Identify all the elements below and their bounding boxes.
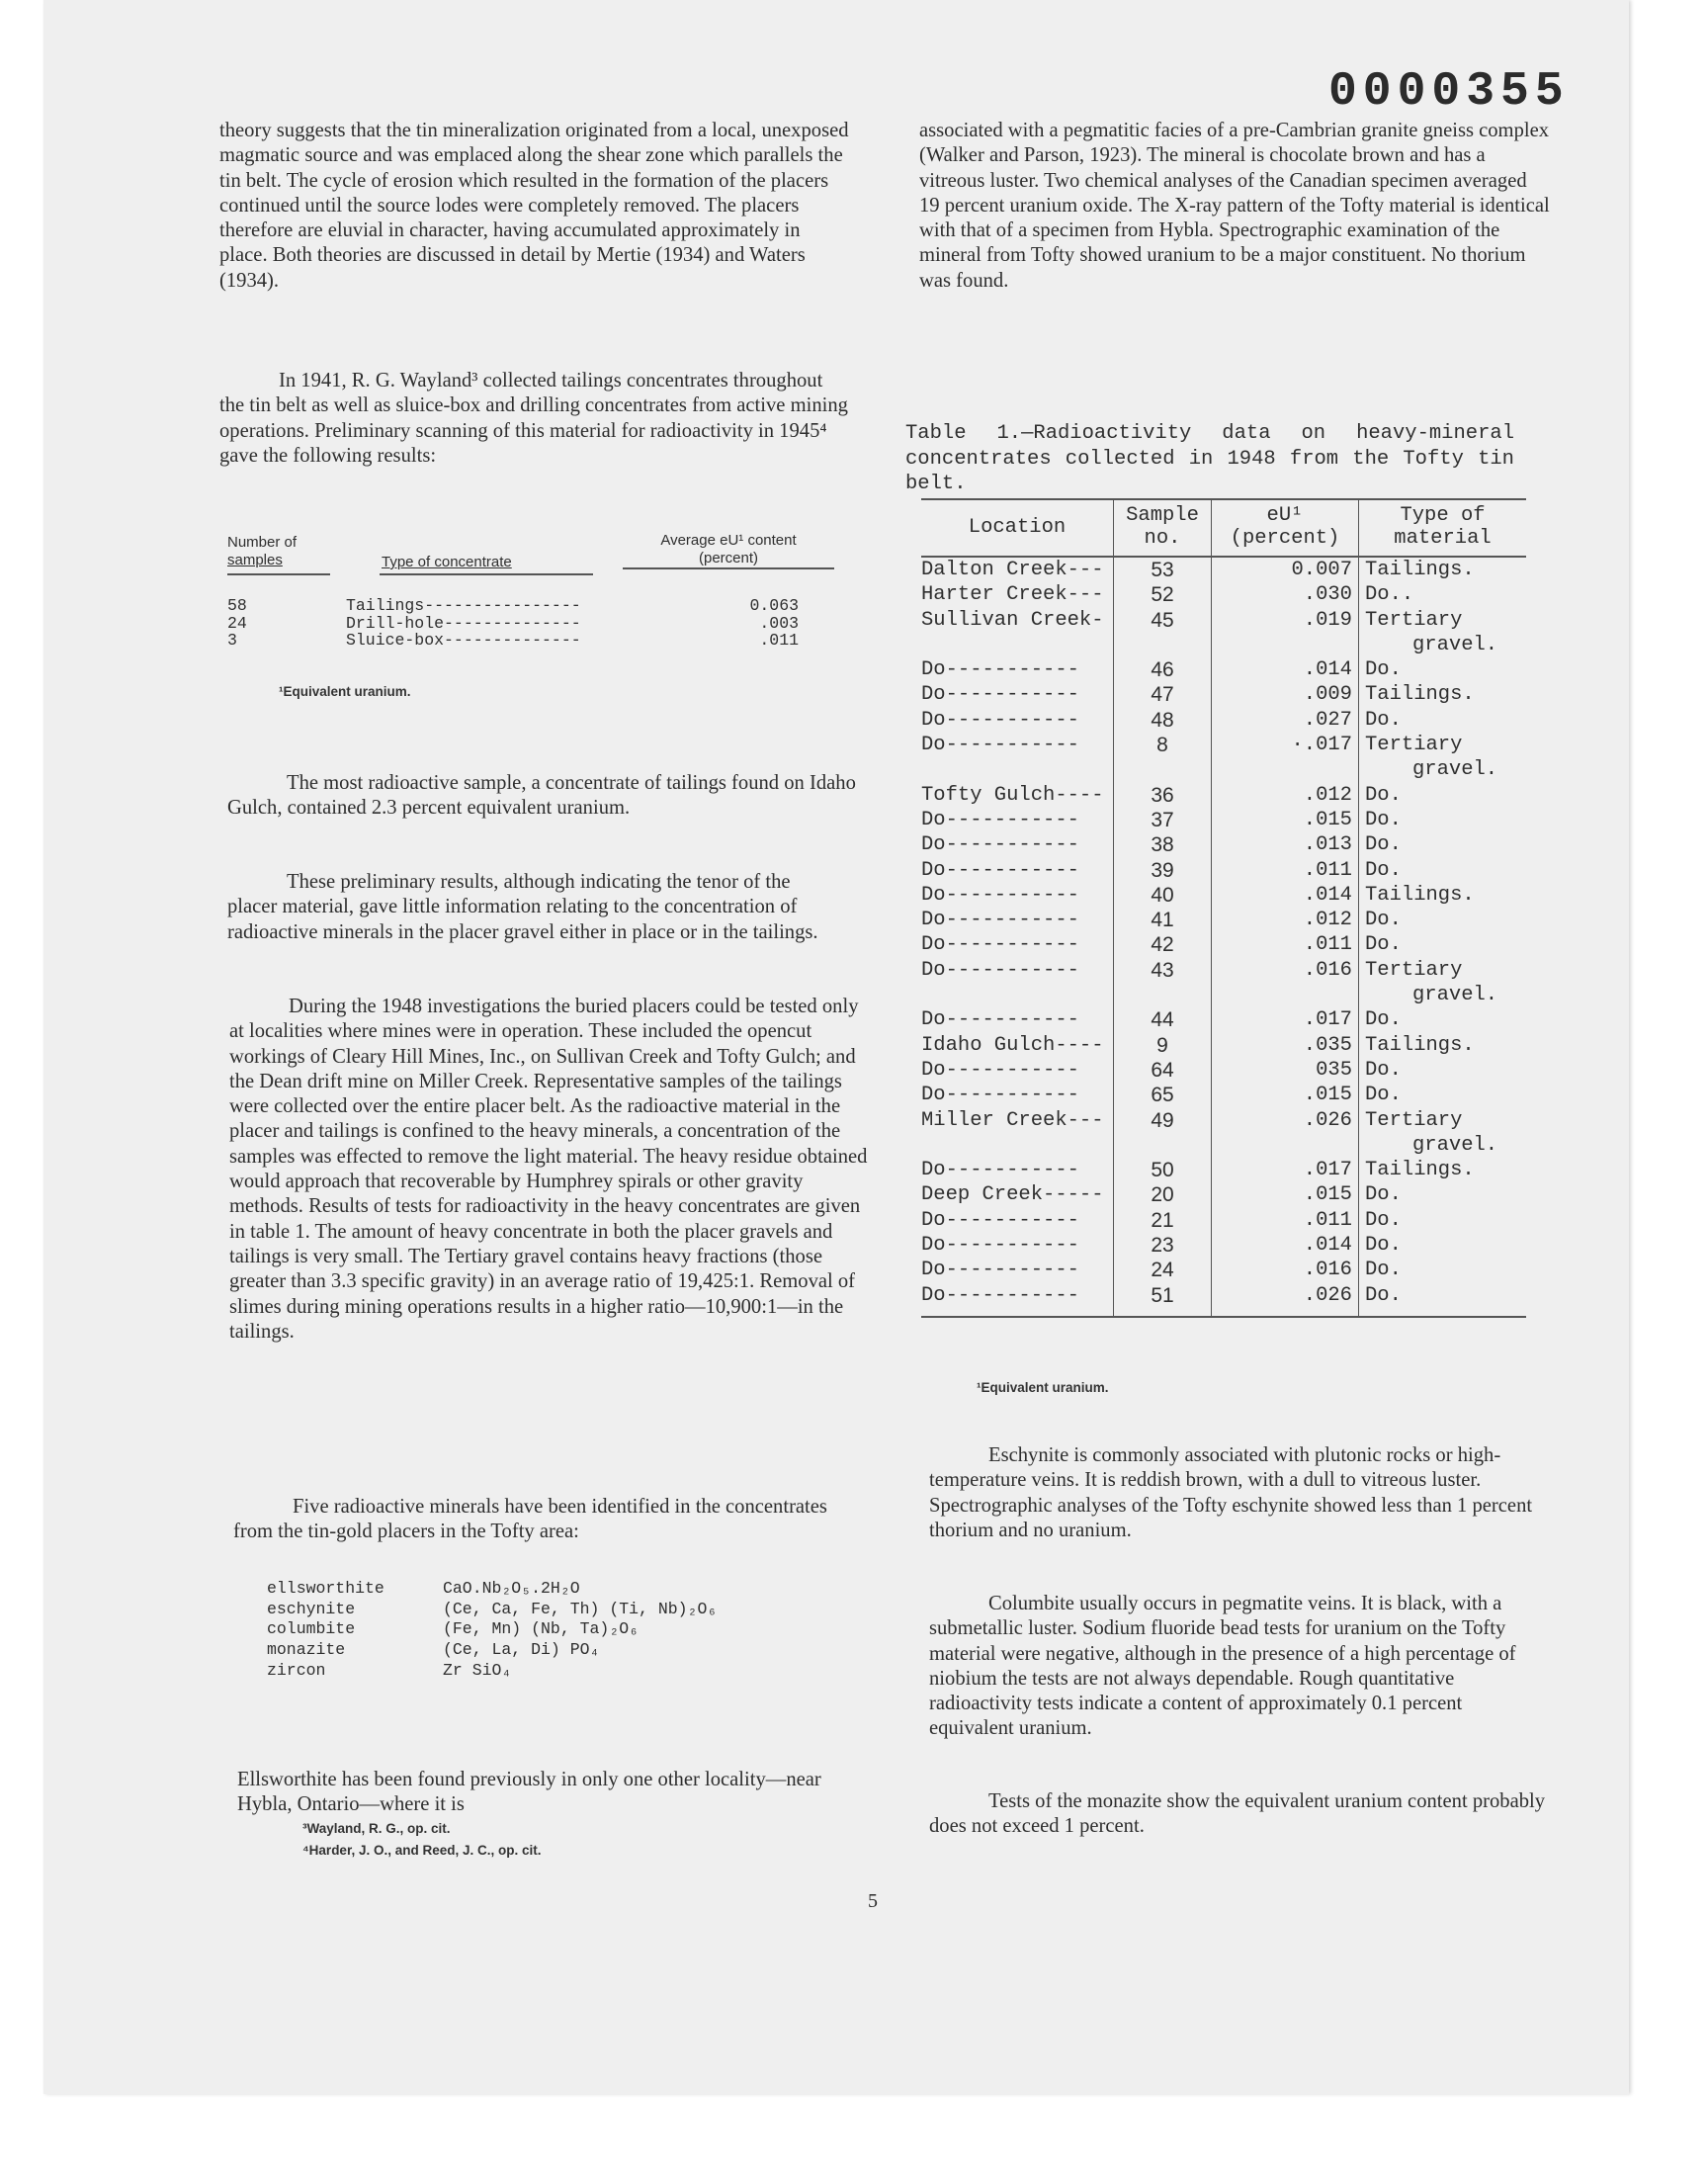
- table-1-radioactivity-data: [921, 498, 1526, 1318]
- table-cell-sample-no: 51: [1114, 1283, 1212, 1317]
- list-item: monazite (Ce, La, Di) PO₄: [267, 1640, 600, 1660]
- footnote-3: ³Wayland, R. G., op. cit.: [302, 1821, 451, 1836]
- table-cell-eu: .030: [1212, 582, 1359, 607]
- table-cell-location: Do-----------: [921, 1008, 1079, 1032]
- table-cell-location: Harter Creek---: [921, 583, 1104, 607]
- table-cell-location: Do-----------: [921, 1159, 1079, 1182]
- table-cell-eu: .015: [1212, 1182, 1359, 1207]
- table-row: [921, 1158, 1526, 1182]
- table-cell-type: Do.: [1359, 657, 1527, 682]
- table-cell-location: Do-----------: [921, 933, 1079, 957]
- table-cell-eu: .012: [1212, 908, 1359, 932]
- table-row: 58 Tailings---------------- 0.063: [227, 596, 799, 615]
- table-cell-sample-no: 46: [1114, 657, 1212, 682]
- table-cell-location: Do-----------: [921, 858, 1079, 882]
- table-cell-type: Do.: [1359, 1208, 1527, 1233]
- table-row: [921, 1033, 1526, 1058]
- table-row: [921, 832, 1526, 857]
- table-cell-sample-no: 43: [1114, 958, 1212, 1008]
- paragraph-pegmatitic: associated with a pegmatitic facies of a pre-Cambrian granite gneiss complex (Walker and Parson, 1923). The mineral is chocolate brown and has a vitreous luster. Two chemical analyses of the Canadian specimen averaged 19 percent uranium oxide. The X-ray pattern of the Tofty material is identical with that of a specimen from Hybla. Spectrographic examination of the mineral from Tofty showed uranium to be a major constituent. No thorium was found.: [919, 120, 1550, 292]
- table-cell-sample-no: 52: [1114, 582, 1212, 607]
- table-cell-sample-no: 45: [1114, 608, 1212, 658]
- table-cell-eu: .035: [1212, 1033, 1359, 1058]
- table-cell-location: Sullivan Creek-: [921, 608, 1104, 632]
- table-cell-type: Tertiary gravel.: [1359, 1108, 1527, 1159]
- table-row: [921, 908, 1526, 932]
- table-cell-location: Do-----------: [921, 708, 1079, 732]
- table-cell-eu: .014: [1212, 883, 1359, 908]
- table-cell-sample-no: 37: [1114, 808, 1212, 832]
- table-cell-eu: ·.017: [1212, 733, 1359, 783]
- table-cell-eu: .011: [1212, 1208, 1359, 1233]
- table-1-footnote: ¹Equivalent uranium.: [977, 1380, 1109, 1395]
- table-cell-location: Do-----------: [921, 1208, 1079, 1232]
- table-cell-type: Do.: [1359, 908, 1527, 932]
- table-cell-sample-no: 42: [1114, 932, 1212, 957]
- table-cell-eu: .027: [1212, 708, 1359, 733]
- table-cell-type: Tertiary gravel.: [1359, 608, 1527, 658]
- table-row: [921, 1007, 1526, 1032]
- table-row: [921, 557, 1526, 582]
- table-cell-location: Do-----------: [921, 1234, 1079, 1258]
- table-cell-location: Do-----------: [921, 909, 1079, 932]
- table-cell-eu: 035: [1212, 1058, 1359, 1083]
- column-header-type: Type of material: [1359, 499, 1527, 557]
- column-header-sample-no: Sample no.: [1114, 499, 1212, 557]
- table-cell-type: Do.: [1359, 1058, 1527, 1083]
- table-cell-type: Do.: [1359, 858, 1527, 883]
- table-cell-location: Do-----------: [921, 833, 1079, 857]
- table-cell-location: Tofty Gulch----: [921, 783, 1104, 807]
- table-cell-location: Do-----------: [921, 1259, 1079, 1282]
- table-cell-eu: .011: [1212, 858, 1359, 883]
- table-cell-type: Do.: [1359, 1083, 1527, 1107]
- table-row: [921, 783, 1526, 808]
- table-row: [921, 858, 1526, 883]
- table-cell-sample-no: 49: [1114, 1108, 1212, 1159]
- table-row: [921, 1283, 1526, 1317]
- table-cell-sample-no: 65: [1114, 1083, 1212, 1107]
- table-row: [921, 1083, 1526, 1107]
- table-cell-sample-no: 39: [1114, 858, 1212, 883]
- table-cell-sample-no: 24: [1114, 1258, 1212, 1282]
- document-number: 0000355: [1328, 65, 1570, 119]
- table-cell-location: Deep Creek-----: [921, 1183, 1104, 1207]
- table-row: [921, 1258, 1526, 1282]
- table-row: [921, 1233, 1526, 1258]
- table-cell-location: Do-----------: [921, 658, 1079, 682]
- table-cell-eu: .026: [1212, 1283, 1359, 1317]
- table-row: 24 Drill-hole-------------- .003: [227, 613, 799, 633]
- table-cell-sample-no: 47: [1114, 682, 1212, 707]
- table-1-caption: Table 1.—Radioactivity data on heavy-mineral concentrates collected in 1948 from the Tofty tin belt.: [905, 422, 1514, 495]
- table-row: [921, 932, 1526, 957]
- table-cell-eu: .014: [1212, 657, 1359, 682]
- list-item: ellsworthite CaO.Nb₂O₅.2H₂O: [267, 1579, 580, 1598]
- table-cell-type: Do.: [1359, 708, 1527, 733]
- table-cell-sample-no: 9: [1114, 1033, 1212, 1058]
- table-cell-type: Tailings.: [1359, 1033, 1527, 1058]
- table-cell-type: Do.: [1359, 1007, 1527, 1032]
- table-cell-type: Tailings.: [1359, 883, 1527, 908]
- table-cell-location: Do-----------: [921, 1084, 1079, 1107]
- table-cell-eu: .015: [1212, 808, 1359, 832]
- table-cell-eu: .017: [1212, 1007, 1359, 1032]
- page-number: 5: [868, 1890, 878, 1912]
- table-cell-eu: .016: [1212, 958, 1359, 1008]
- table-cell-eu: .015: [1212, 1083, 1359, 1107]
- table-cell-type: Tertiary gravel.: [1359, 733, 1527, 783]
- table-cell-type: Do.: [1359, 783, 1527, 808]
- table-row: [921, 733, 1526, 783]
- paragraph-idaho-gulch: The most radioactive sample, a concentrate of tailings found on Idaho Gulch, contained 2.3 percent equivalent uranium.: [227, 772, 856, 820]
- table-row: [921, 1108, 1526, 1159]
- table-cell-eu: .014: [1212, 1233, 1359, 1258]
- paragraph-wayland-1941: In 1941, R. G. Wayland³ collected tailings concentrates throughout the tin belt as well as sluice-box and drilling concentrates from active mining operations. Preliminary scanning of this material for radioactivity in 1945⁴ gave the following results:: [219, 370, 848, 467]
- table-row: [921, 1058, 1526, 1083]
- table-cell-eu: .009: [1212, 682, 1359, 707]
- small-table-footnote: ¹Equivalent uranium.: [279, 684, 411, 699]
- table-cell-type: Do.: [1359, 932, 1527, 957]
- list-item: zircon Zr SiO₄: [267, 1660, 512, 1680]
- small-radioactivity-table: [227, 597, 799, 650]
- table-cell-eu: .019: [1212, 608, 1359, 658]
- footnote-4: ⁴Harder, J. O., and Reed, J. C., op. cit.: [302, 1843, 542, 1858]
- minerals-table: [267, 1579, 717, 1682]
- table-cell-sample-no: 41: [1114, 908, 1212, 932]
- table-cell-eu: .026: [1212, 1108, 1359, 1159]
- table-cell-type: Tertiary gravel.: [1359, 958, 1527, 1008]
- table-cell-eu: .016: [1212, 1258, 1359, 1282]
- table-cell-location: Idaho Gulch----: [921, 1033, 1104, 1057]
- table-cell-sample-no: 38: [1114, 832, 1212, 857]
- table-cell-location: Do-----------: [921, 958, 1079, 982]
- table-cell-location: Do-----------: [921, 808, 1079, 831]
- table-cell-sample-no: 40: [1114, 883, 1212, 908]
- small-table-header-type: Type of concentrate: [382, 554, 512, 570]
- table-cell-location: Miller Creek---: [921, 1108, 1104, 1132]
- paragraph-theory: theory suggests that the tin mineralization originated from a local, unexposed magmatic source and was emplaced along the shear zone which parallels the tin belt. The cycle of erosion which resulted in the formation of the placers continued until the source lodes were completely removed. The placers therefore are eluvial in character, having accumulated approximately in place. Both theories are discussed in detail by Mertie (1934) and Waters (1934).: [219, 120, 849, 292]
- table-cell-sample-no: 53: [1114, 557, 1212, 582]
- table-cell-location: Dalton Creek---: [921, 559, 1104, 581]
- table-row: [921, 582, 1526, 607]
- small-table-header-samples: Number of samples: [227, 534, 298, 568]
- table-cell-type: Tailings.: [1359, 1158, 1527, 1182]
- table-cell-location: Do-----------: [921, 883, 1079, 907]
- table-row: [921, 1182, 1526, 1207]
- table-cell-type: Do.: [1359, 808, 1527, 832]
- table-cell-eu: 0.007: [1212, 557, 1359, 582]
- table-row: [921, 608, 1526, 658]
- column-header-eu: eU¹ (percent): [1212, 499, 1359, 557]
- table-cell-location: Do-----------: [921, 1283, 1114, 1317]
- table-cell-sample-no: 21: [1114, 1208, 1212, 1233]
- table-row: [921, 958, 1526, 1008]
- paragraph-eschynite: Eschynite is commonly associated with plutonic rocks or high-temperature veins. It is reddish brown, with a dull to vitreous luster. Spectrographic analyses of the Tofty eschynite showed less than 1 percent thorium and no uranium.: [929, 1444, 1533, 1541]
- table-cell-location: Do-----------: [921, 734, 1079, 757]
- column-header-location: Location: [921, 499, 1114, 557]
- paragraph-1948-investigations: During the 1948 investigations the buried placers could be tested only at localities where mines were in operation. These included the opencut workings of Cleary Hill Mines, Inc., on Sullivan Creek and Tofty Gulch; and the Dean drift mine on Miller Creek. Representative samples of the tailings were collected over the entire placer belt. As the radioactive material in the placer and tailings is confined to the heavy minerals, a concentration of the samples was effected to remove the light material. The heavy residue obtained would approach that recoverable by Humphrey spirals or other gravity methods. Results of tests for radioactivity in the heavy concentrates are given in table 1. The amount of heavy concentrate in both the placer gravels and tailings is very small. The Tertiary gravel contains heavy fractions (those greater than 3.3 specific gravity) in an average ratio of 19,425:1. Removal of slimes during mining operations results in a higher ratio—10,900:1—in the tailings.: [229, 996, 868, 1343]
- table-row: [921, 883, 1526, 908]
- table-cell-type: Tailings.: [1359, 557, 1527, 582]
- paragraph-five-minerals: Five radioactive minerals have been identified in the concentrates from the tin-gold placers in the Tofty area:: [233, 1496, 827, 1543]
- table-cell-sample-no: 64: [1114, 1058, 1212, 1083]
- table-cell-location: Do-----------: [921, 1058, 1079, 1082]
- table-cell-sample-no: 50: [1114, 1158, 1212, 1182]
- table-cell-type: Do.: [1359, 1283, 1527, 1317]
- table-cell-type: Do.: [1359, 1258, 1527, 1282]
- table-row: [921, 682, 1526, 707]
- list-item: columbite (Fe, Mn) (Nb, Ta)₂O₆: [267, 1619, 640, 1639]
- table-cell-sample-no: 36: [1114, 783, 1212, 808]
- table-cell-type: Do..: [1359, 582, 1527, 607]
- small-table-header-content: Average eU¹ content (percent): [623, 532, 834, 569]
- table-row: [921, 708, 1526, 733]
- list-item: eschynite (Ce, Ca, Fe, Th) (Ti, Nb)₂O₆: [267, 1599, 718, 1618]
- table-row: 3 Sluice-box-------------- .011: [227, 631, 799, 651]
- table-row: [921, 1208, 1526, 1233]
- table-cell-sample-no: 48: [1114, 708, 1212, 733]
- table-cell-eu: .017: [1212, 1158, 1359, 1182]
- table-cell-sample-no: 20: [1114, 1182, 1212, 1207]
- table-row: [921, 657, 1526, 682]
- table-cell-sample-no: 44: [1114, 1007, 1212, 1032]
- table-cell-eu: .011: [1212, 932, 1359, 957]
- table-cell-sample-no: 8: [1114, 733, 1212, 783]
- table-cell-sample-no: 23: [1114, 1233, 1212, 1258]
- table-cell-type: Do.: [1359, 1233, 1527, 1258]
- table-cell-type: Do.: [1359, 832, 1527, 857]
- table-cell-type: Do.: [1359, 1182, 1527, 1207]
- paragraph-preliminary-results: These preliminary results, although indicating the tenor of the placer material, gave little information relating to the concentration of radioactive minerals in the placer gravel either in place or in the tailings.: [227, 871, 818, 943]
- paragraph-ellsworthite: Ellsworthite has been found previously in only one other locality—near Hybla, Ontario—where it is: [237, 1769, 821, 1816]
- table-cell-eu: .012: [1212, 783, 1359, 808]
- paragraph-columbite: Columbite usually occurs in pegmatite veins. It is black, with a submetallic luster. Sodium fluoride bead tests for uranium on the Tofty material were negative, although in the presence of a high percentage of niobium the tests are not always dependable. Rough quantitative radioactivity tests indicate a content of approximately 0.1 percent equivalent uranium.: [929, 1593, 1516, 1740]
- table-row: [921, 808, 1526, 832]
- paragraph-monazite: Tests of the monazite show the equivalent uranium content probably does not exceed 1 percent.: [929, 1790, 1546, 1838]
- table-cell-location: Do-----------: [921, 683, 1079, 707]
- table-cell-type: Tailings.: [1359, 682, 1527, 707]
- table-cell-eu: .013: [1212, 832, 1359, 857]
